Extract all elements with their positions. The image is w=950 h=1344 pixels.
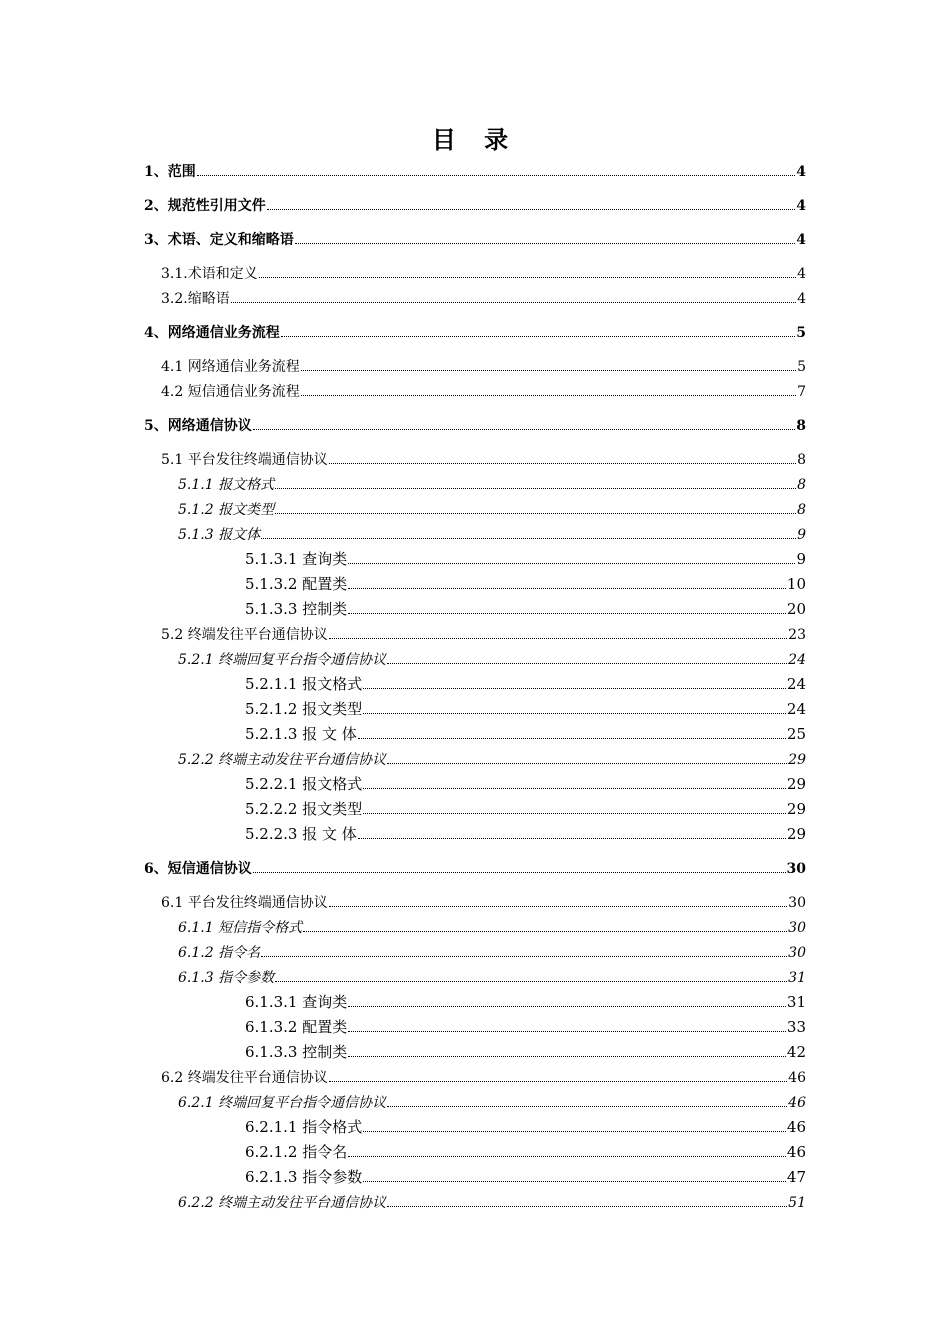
toc-entry-label: 5.2.1 终端回复平台指令通信协议 (178, 652, 387, 668)
toc-entry-label: 5.1.2 报文类型 (178, 502, 275, 518)
toc-entry[interactable] (178, 916, 806, 938)
toc-entry-label: 6.1.3 指令参数 (178, 970, 275, 986)
toc-entry-label: 5.1.3.3 控制类 (245, 600, 348, 618)
toc-entry-label: 5.2.2.2 报文类型 (245, 800, 363, 818)
dot-leader (259, 262, 796, 278)
toc-entry-page: 8 (797, 477, 806, 493)
toc-entry-page: 24 (788, 652, 806, 668)
toc-entry-page: 29 (786, 775, 806, 793)
toc-entry-page: 8 (797, 452, 806, 468)
toc-entry[interactable] (178, 523, 806, 545)
toc-entry-page: 4 (796, 198, 806, 214)
toc-entry[interactable] (245, 673, 806, 695)
dot-leader (275, 966, 787, 982)
toc-entry-page: 51 (788, 1195, 806, 1211)
toc-entry[interactable] (245, 773, 806, 795)
toc-entry[interactable] (161, 287, 806, 309)
toc-entry-label: 5.2.1.2 报文类型 (245, 700, 363, 718)
toc-entry-page: 30 (788, 945, 806, 961)
toc-entry-page: 29 (786, 825, 806, 843)
toc-entry-page: 8 (797, 502, 806, 518)
toc-entry-label: 6.1.3.3 控制类 (245, 1043, 348, 1061)
dot-leader (231, 287, 796, 303)
toc-entry-label: 6、短信通信协议 (144, 861, 252, 877)
toc-entry-page: 5 (796, 325, 806, 341)
toc-entry[interactable] (245, 1166, 806, 1188)
dot-leader (348, 1141, 786, 1157)
toc-entry[interactable] (245, 1016, 806, 1038)
dot-leader (329, 448, 796, 464)
dot-leader (348, 548, 795, 564)
toc-entry[interactable] (178, 1191, 806, 1213)
dot-leader (358, 723, 786, 739)
toc-entry-page: 29 (788, 752, 806, 768)
toc-entry-page: 33 (786, 1018, 806, 1036)
toc-entry-page: 7 (797, 384, 806, 400)
toc-entry-page: 42 (786, 1043, 806, 1061)
toc-entry-label: 5.1.3 报文体 (178, 527, 261, 543)
dot-leader (387, 1091, 787, 1107)
toc-entry[interactable] (245, 723, 806, 745)
toc-entry-page: 46 (786, 1143, 806, 1161)
toc-entry-label: 5.2.1.3 报 文 体 (245, 725, 357, 743)
toc-entry-label: 6.2.1.3 指令参数 (245, 1168, 363, 1186)
toc-entry-label: 6.1 平台发往终端通信协议 (161, 895, 328, 911)
toc-entry-page: 5 (797, 359, 806, 375)
toc-entry-label: 5.2.1.1 报文格式 (245, 675, 363, 693)
dot-leader (275, 498, 796, 514)
dot-leader (363, 698, 786, 714)
toc-entry[interactable] (144, 228, 806, 250)
toc-entry-label: 5.2.2.1 报文格式 (245, 775, 363, 793)
dot-leader (348, 1016, 786, 1032)
toc-entry[interactable] (144, 321, 806, 343)
dot-leader (329, 623, 787, 639)
dot-leader (281, 321, 796, 337)
toc-entry[interactable] (161, 380, 806, 402)
toc-entry-label: 6.2.2 终端主动发往平台通信协议 (178, 1195, 387, 1211)
toc-entry[interactable] (245, 1041, 806, 1063)
dot-leader (253, 414, 796, 430)
toc-entry[interactable] (144, 857, 806, 879)
toc-entry[interactable] (161, 448, 806, 470)
dot-leader (348, 598, 786, 614)
toc-entry-page: 8 (796, 418, 806, 434)
toc-entry-page: 31 (786, 993, 806, 1011)
toc-entry[interactable] (161, 891, 806, 913)
dot-leader (301, 380, 796, 396)
toc-entry-label: 5.2.2.3 报 文 体 (245, 825, 357, 843)
toc-entry-label: 4、网络通信业务流程 (144, 325, 280, 341)
toc-entry[interactable] (245, 548, 806, 570)
dot-leader (363, 773, 786, 789)
toc-entry-page: 4 (797, 291, 806, 307)
toc-entry[interactable] (245, 798, 806, 820)
dot-leader (295, 228, 796, 244)
toc-entry-label: 3、术语、定义和缩略语 (144, 232, 294, 248)
toc-entry-page: 47 (786, 1168, 806, 1186)
toc-entry-page: 46 (786, 1118, 806, 1136)
toc-entry-page: 4 (796, 164, 806, 180)
toc-entry-page: 9 (797, 527, 806, 543)
toc-entry[interactable] (144, 160, 806, 182)
dot-leader (329, 1066, 787, 1082)
dot-leader (301, 355, 796, 371)
toc-entry[interactable] (178, 498, 806, 520)
toc-entry-label: 6.1.3.2 配置类 (245, 1018, 348, 1036)
toc-entry-label: 5.1.1 报文格式 (178, 477, 275, 493)
dot-leader (348, 1041, 786, 1057)
toc-entry-label: 1、范围 (144, 164, 196, 180)
toc-entry[interactable] (245, 991, 806, 1013)
toc-entry-page: 30 (788, 895, 806, 911)
toc-entry[interactable] (178, 473, 806, 495)
dot-leader (253, 857, 786, 873)
dot-leader (358, 823, 786, 839)
toc-entry-label: 6.2.1.1 指令格式 (245, 1118, 363, 1136)
dot-leader (387, 748, 787, 764)
toc-entry-label: 6.2.1 终端回复平台指令通信协议 (178, 1095, 387, 1111)
toc-entry-label: 5.2 终端发往平台通信协议 (161, 627, 328, 643)
toc-entry-page: 30 (788, 920, 806, 936)
toc-entry-page: 46 (788, 1095, 806, 1111)
dot-leader (197, 160, 796, 176)
toc-entry-page: 4 (796, 232, 806, 248)
toc-entry-label: 5.2.2 终端主动发往平台通信协议 (178, 752, 387, 768)
toc-entry-page: 23 (788, 627, 806, 643)
dot-leader (267, 194, 796, 210)
dot-leader (363, 1116, 786, 1132)
toc-entry[interactable] (144, 414, 806, 436)
toc-entry-page: 20 (786, 600, 806, 618)
toc-entry-page: 29 (786, 800, 806, 818)
toc-entry-page: 31 (788, 970, 806, 986)
toc-entry-page: 4 (797, 266, 806, 282)
toc-entry[interactable] (161, 1066, 806, 1088)
toc-entry[interactable] (178, 966, 806, 988)
dot-leader (303, 916, 787, 932)
toc-entry[interactable] (178, 748, 806, 770)
toc-entry-label: 2、规范性引用文件 (144, 198, 266, 214)
toc-entry[interactable] (178, 941, 806, 963)
dot-leader (348, 573, 786, 589)
dot-leader (348, 991, 786, 1007)
toc-entry-label: 5.1 平台发往终端通信协议 (161, 452, 328, 468)
toc-entry[interactable] (161, 623, 806, 645)
toc-entry-label: 4.2 短信通信业务流程 (161, 384, 300, 400)
toc-entry-label: 3.1.术语和定义 (161, 266, 258, 282)
toc-entry-label: 6.1.3.1 查询类 (245, 993, 348, 1011)
dot-leader (261, 523, 796, 539)
toc-entry[interactable] (144, 194, 806, 216)
dot-leader (363, 1166, 786, 1182)
toc-entry-page: 25 (786, 725, 806, 743)
toc-entry-page: 24 (786, 700, 806, 718)
dot-leader (275, 473, 796, 489)
toc-entry[interactable] (161, 355, 806, 377)
toc-entry-label: 5、网络通信协议 (144, 418, 252, 434)
toc-entry[interactable] (178, 1091, 806, 1113)
toc-title: 目 录 (431, 125, 519, 154)
toc-entry-label: 5.1.3.1 查询类 (245, 550, 348, 568)
toc-entry-page: 10 (786, 575, 806, 593)
toc-entry-page: 24 (786, 675, 806, 693)
dot-leader (387, 648, 787, 664)
toc-entry[interactable] (245, 1116, 806, 1138)
dot-leader (329, 891, 787, 907)
toc-entry[interactable] (178, 648, 806, 670)
dot-leader (387, 1191, 787, 1207)
toc-entry-page: 30 (786, 861, 806, 877)
toc-entry[interactable] (245, 573, 806, 595)
dot-leader (363, 798, 786, 814)
dot-leader (261, 941, 787, 957)
toc-entry[interactable] (245, 1141, 806, 1163)
toc-entry-label: 4.1 网络通信业务流程 (161, 359, 300, 375)
toc-entry-page: 46 (788, 1070, 806, 1086)
toc-entry[interactable] (245, 598, 806, 620)
dot-leader (363, 673, 786, 689)
toc-entry-label: 3.2.缩略语 (161, 291, 230, 307)
toc-entry-label: 6.1.1 短信指令格式 (178, 920, 303, 936)
toc-entry-label: 6.1.2 指令名 (178, 945, 261, 961)
toc-entry-page: 9 (796, 550, 806, 568)
toc-entry[interactable] (245, 698, 806, 720)
toc-entry-label: 6.2 终端发往平台通信协议 (161, 1070, 328, 1086)
toc-entry[interactable] (245, 823, 806, 845)
toc-entry-label: 6.2.1.2 指令名 (245, 1143, 348, 1161)
toc-entry[interactable] (161, 262, 806, 284)
toc-entry-label: 5.1.3.2 配置类 (245, 575, 348, 593)
